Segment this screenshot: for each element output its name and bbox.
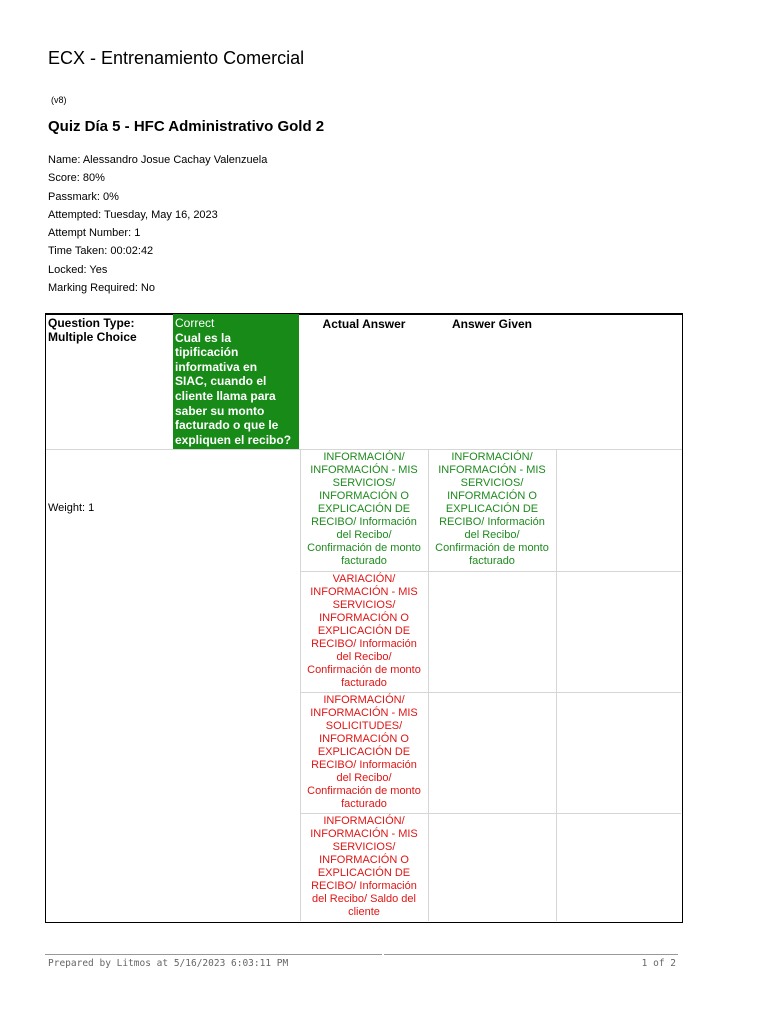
answer-line: INFORMACIÓN/ [451, 451, 533, 463]
answer-line: RECIBO/ Información [311, 516, 417, 528]
answer-line: SERVICIOS/ [332, 477, 396, 489]
locked-line: Locked: Yes [48, 263, 108, 276]
row-divider [300, 571, 681, 572]
answer-line: del Recibo/ [336, 529, 392, 541]
answer-given-header: Answer Given [451, 317, 533, 331]
answer-line: INFORMACIÓN/ [323, 451, 405, 463]
answer-line: Confirmación de monto [307, 664, 421, 676]
footer-divider [384, 954, 678, 955]
answer-line: INFORMACIÓN - MIS [310, 586, 418, 598]
answer-line: INFORMACIÓN O [447, 490, 537, 502]
answer-line: INFORMACIÓN/ [323, 815, 405, 827]
question-text-line: informativa en [175, 359, 258, 374]
actual-answer-header: Actual Answer [322, 317, 406, 331]
question-text-line: tipificación [175, 345, 239, 360]
question-text-line: saber su monto [175, 403, 265, 418]
answer-line: EXPLICACIÓN DE [445, 503, 539, 515]
time-taken-line: Time Taken: 00:02:42 [48, 245, 154, 258]
answer-line: INFORMACIÓN O [319, 490, 409, 502]
question-text-line: expliquen el recibo? [175, 432, 292, 447]
answer-line: SERVICIOS/ [332, 599, 396, 611]
answer-line: INFORMACIÓN/ [323, 694, 405, 706]
answer-line: cliente [348, 906, 380, 918]
answer-line: EXPLICACIÓN DE [317, 625, 411, 637]
question-text-line: Cual es la [175, 330, 232, 345]
given-answer-option [428, 451, 556, 568]
answer-line: EXPLICACIÓN DE [317, 867, 411, 879]
answer-line: SOLICITUDES/ [325, 720, 403, 732]
answer-line: INFORMACIÓN - MIS [310, 707, 418, 719]
weight-label: Weight: 1 [48, 502, 95, 514]
score-line: Score: 80% [48, 172, 105, 185]
passmark-line: Passmark: 0% [48, 190, 119, 203]
answer-line: del Recibo/ [336, 651, 392, 663]
page-number: 1 of 2 [641, 958, 676, 969]
answer-line: facturado [341, 677, 387, 689]
answer-line: facturado [341, 798, 387, 810]
app-title: ECX - Entrenamiento Comercial [48, 48, 305, 68]
answer-line: del Recibo/ [464, 529, 520, 541]
answer-line: VARIACIÓN/ [332, 573, 396, 585]
correct-status-box [173, 314, 299, 449]
answer-line: EXPLICACIÓN DE [317, 503, 411, 515]
version-label: (v8) [51, 95, 67, 105]
row-divider [300, 813, 681, 814]
column-divider [556, 449, 557, 921]
quiz-title: Quiz Día 5 - HFC Administrativo Gold 2 [48, 118, 325, 135]
answer-line: INFORMACIÓN O [319, 854, 409, 866]
answer-line: RECIBO/ Información [439, 516, 545, 528]
answer-line: RECIBO/ Información [311, 880, 417, 892]
row-divider [300, 692, 681, 693]
name-line: Name: Alessandro Josue Cachay Valenzuela [48, 154, 268, 166]
answer-line: SERVICIOS/ [460, 477, 524, 489]
answer-line: facturado [341, 555, 387, 567]
actual-answer-option [300, 573, 428, 690]
marking-required-line: Marking Required: No [48, 282, 155, 295]
actual-answer-option [300, 694, 428, 811]
answer-line: RECIBO/ Información [311, 759, 417, 771]
answer-line: Confirmación de monto [307, 542, 421, 554]
answer-line: RECIBO/ Información [311, 638, 417, 650]
prepared-by-footer: Prepared by Litmos at 5/16/2023 6:03:11 PM [48, 958, 289, 969]
answer-line: INFORMACIÓN O [319, 733, 409, 745]
answer-line: del Recibo/ Saldo del [312, 893, 416, 905]
question-text [175, 331, 299, 448]
question-text-line: cliente llama para [175, 388, 276, 403]
answer-line: INFORMACIÓN - MIS [438, 464, 546, 476]
row-divider [46, 449, 682, 450]
attempted-line: Attempted: Tuesday, May 16, 2023 [48, 208, 218, 221]
question-text-line: SIAC, cuando el [175, 374, 267, 389]
actual-answer-option [300, 815, 428, 919]
answer-line: SERVICIOS/ [332, 841, 396, 853]
question-text-line: facturado o que le [175, 418, 279, 433]
answer-line: facturado [469, 555, 515, 567]
attempt-details [48, 151, 267, 297]
answer-line: EXPLICACIÓN DE [317, 746, 411, 758]
answer-line: INFORMACIÓN - MIS [310, 828, 418, 840]
question-type-value: Multiple Choice [48, 330, 137, 344]
question-type-label: Question Type: [48, 316, 135, 330]
attempt-number-line: Attempt Number: 1 [48, 227, 141, 240]
answer-line: INFORMACIÓN - MIS [310, 464, 418, 476]
actual-answer-option [300, 451, 428, 568]
question-type [48, 316, 137, 344]
answer-line: del Recibo/ [336, 772, 392, 784]
status-badge: Correct [175, 316, 215, 330]
answer-line: INFORMACIÓN O [319, 612, 409, 624]
answer-line: Confirmación de monto [435, 542, 549, 554]
footer-divider [45, 954, 382, 955]
answer-line: Confirmación de monto [307, 785, 421, 797]
